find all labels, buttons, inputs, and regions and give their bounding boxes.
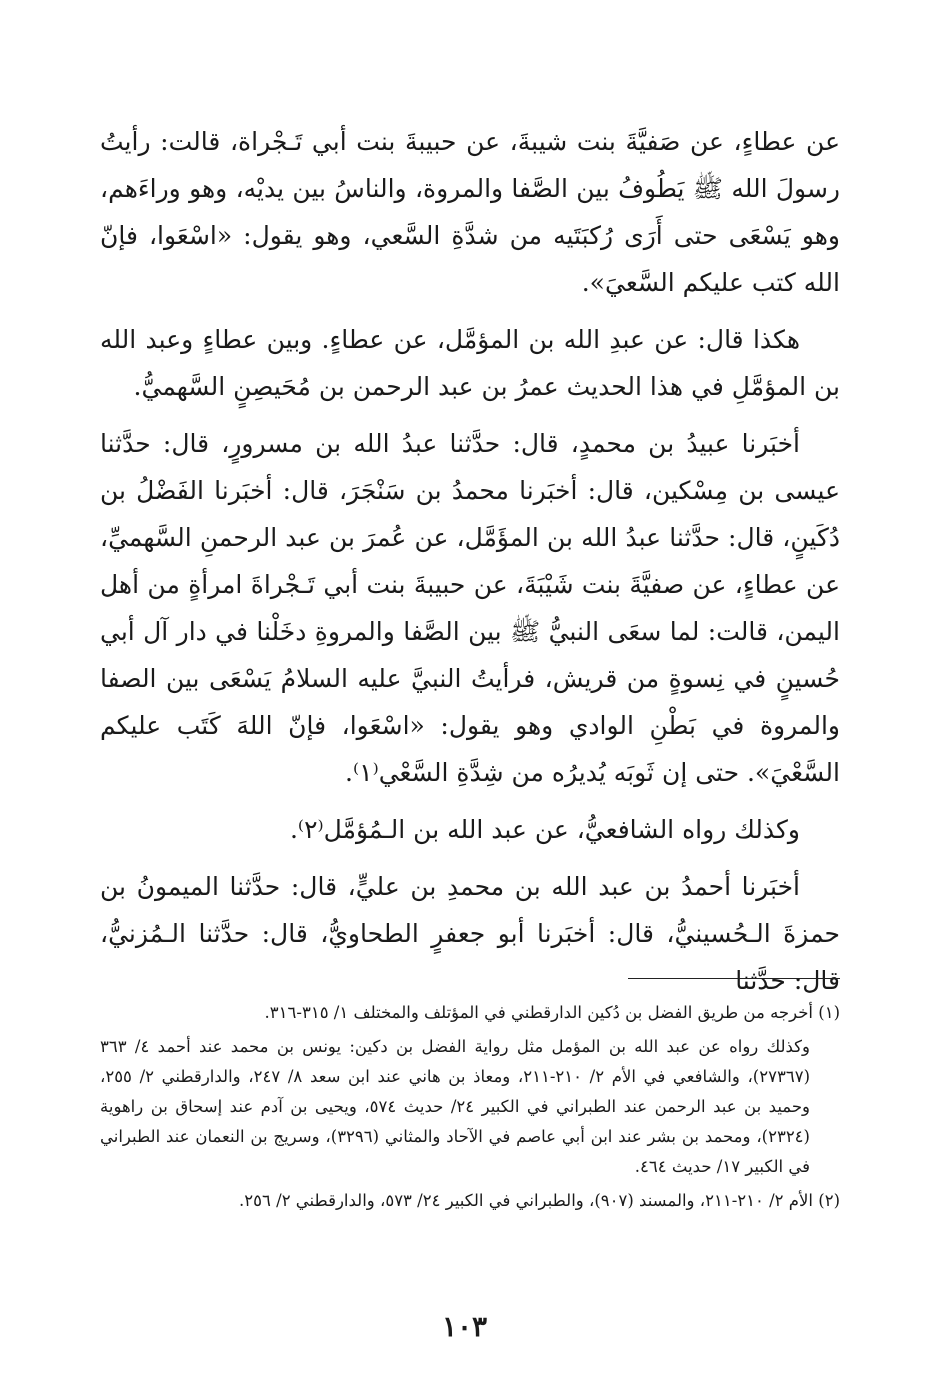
- footnote-1-body: وكذلك رواه عن عبد الله بن المؤمل مثل رواية الفضل بن دكين: يونس بن محمد عند أحمد ٤/ ٣٦٣ (٢٧٣٦٧)، والشافعي في الأم ٢/ ٢١٠-٢١١، ومعاذ بن هاني عند ابن سعد ٨/ ٢٤٧، والدارقطني ٢/ ٢٥٥، وحميد بن عبد الرحمن عند الطبراني في الكبير ٢٤/ حديث ٥٧٤، ويحيى بن آدم عند إسحاق بن راهوية (٢٣٢٤)، ومحمد بن بشر عند ابن أبي عاصم في الآحاد والمثاني (٣٢٩٦)، وسريج بن النعمان عند الطبراني في الكبير ١٧/ حديث ٤٦٤.: [100, 1037, 810, 1176]
- paragraph-1: عن عطاءٍ، عن صَفيَّةَ بنت شيبةَ، عن حبيبةَ بنت أبي تَـجْراة، قالت: رأيتُ رسولَ الله ﷺ يَطُوفُ بين الصَّفا والمروة، والناسُ بين يديْه، وهو وراءَهم، وهو يَسْعَى حتى أَرَى رُكبَتَيه من شدَّةِ السَّعي، وهو يقول: «اسْعَوا، فإنّ الله كتب عليكم السَّعيَ».: [100, 127, 840, 297]
- footnote-1-line-1: (١) أخرجه من طريق الفضل بن دُكين الدارقطني في المؤتلف والمختلف ١/ ٣١٥-٣١٦.: [264, 1003, 840, 1022]
- paragraph-5: أخبَرنا أحمدُ بن عبد الله بن محمدِ بن عليٍّ، قال: حدَّثنا الميمونُ بن حمزةَ الـحُسينيُّ، قال: أخبَرنا أبو جعفرٍ الطحاويُّ، قال: حدَّثنا الـمُزنيُّ، قال: حدَّثنا: [100, 872, 840, 995]
- paragraph-4: وكذلك رواه الشافعيُّ، عن عبد الله بن الـمُؤمَّل⁽٢⁾.: [289, 815, 800, 844]
- paragraph-2: هكذا قال: عن عبدِ الله بن المؤمَّل، عن عطاءٍ. وبين عطاءٍ وعبد الله بن المؤمَّلِ في هذا الحديث عمرُ بن عبد الرحمن بن مُحَيصِنٍ السَّهميُّ.: [100, 325, 840, 401]
- paragraph-3: أخبَرنا عبيدُ بن محمدٍ، قال: حدَّثنا عبدُ الله بن مسرورٍ، قال: حدَّثنا عيسى بن مِسْكين، قال: أخبَرنا محمدُ بن سَنْجَرَ، قال: أخبَرنا الفَضْلُ بن دُكَينٍ، قال: حدَّثنا عبدُ الله بن المؤَمَّل، عن عُمرَ بن عبد الرحمنِ السَّهميِّ، عن عطاءٍ، عن صفيَّةَ بنت شَيْبَةَ، عن حبيبةَ بنت أبي تَـجْراةَ امرأةٍ من أهل اليمن، قالت: لما سعَى النبيُّ ﷺ بين الصَّفا والمروةِ دخَلْنا في دار آل أبي حُسينٍ في نِسوةٍ من قريش، فرأيتُ النبيَّ عليه السلامُ يَسْعَى بين الصفا والمروة في بَطْنِ الوادي وهو يقول: «اسْعَوا، فإنّ اللهَ كَتَب عليكم السَّعْيَ». حتى إن ثَوبَه يُديرُه من شِدَّةِ السَّعْي⁽١⁾.: [100, 429, 840, 787]
- footnote-2: (٢) الأم ٢/ ٢١٠-٢١١، والمسند (٩٠٧)، والطبراني في الكبير ٢٤/ ٥٧٣، والدارقطني ٢/ ٢٥٦.: [239, 1191, 840, 1210]
- footnotes-block: [100, 998, 840, 1220]
- page-number: ١٠٣: [441, 1310, 488, 1343]
- main-text-block: [100, 118, 840, 1014]
- footnote-divider: [628, 978, 840, 979]
